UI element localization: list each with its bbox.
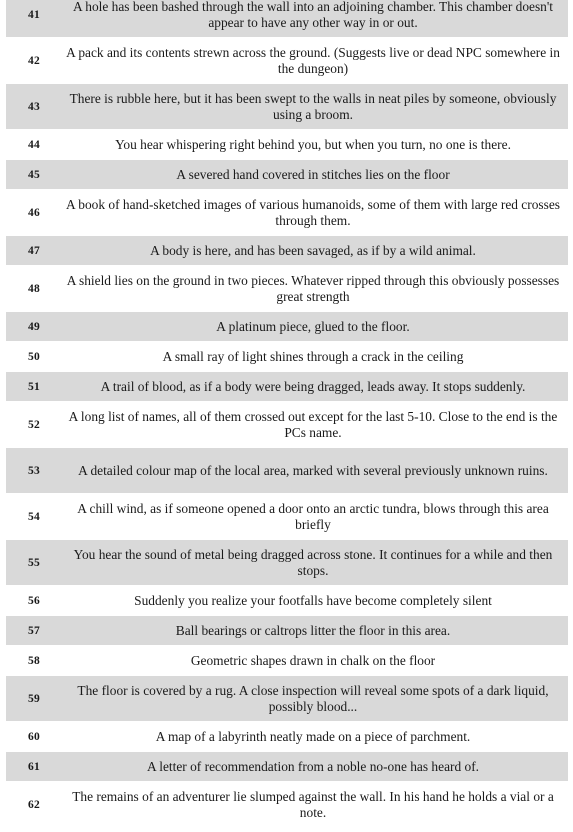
- table-row: [6, 494, 568, 540]
- table-row: [6, 540, 568, 586]
- row-number: 41: [28, 8, 40, 21]
- row-number: 44: [28, 138, 40, 151]
- row-description: A map of a labyrinth neatly made on a piece of parchment.: [155, 728, 471, 744]
- row-description: You hear the sound of metal being dragged across stone. It continues for a while and then stops.: [73, 546, 553, 578]
- row-description: A small ray of light shines through a crack in the ceiling: [162, 348, 464, 364]
- row-number: 48: [28, 282, 40, 295]
- row-description: A severed hand covered in stitches lies on the floor: [176, 166, 450, 182]
- row-number: 54: [28, 510, 40, 523]
- row-number: 42: [28, 54, 40, 67]
- row-description: A letter of recommendation from a noble no-one has heard of.: [146, 758, 480, 774]
- row-number: 55: [28, 556, 40, 569]
- table-row: [6, 190, 568, 236]
- row-description: Geometric shapes drawn in chalk on the floor: [190, 652, 436, 668]
- table-row: [6, 0, 568, 38]
- row-number: 61: [28, 760, 40, 773]
- table-row: [6, 236, 568, 266]
- row-description: A platinum piece, glued to the floor.: [216, 318, 410, 334]
- encounter-table: [6, 0, 568, 828]
- table-row: [6, 84, 568, 130]
- row-number: 50: [28, 350, 40, 363]
- table-row: [6, 782, 568, 828]
- table-row: [6, 646, 568, 676]
- row-description: The remains of an adventurer lie slumped against the wall. In his hand he holds a vial or a note.: [72, 788, 554, 820]
- row-description: Ball bearings or caltrops litter the floor in this area.: [175, 622, 451, 638]
- table-row: [6, 372, 568, 402]
- row-number: 51: [28, 380, 40, 393]
- row-number: 62: [28, 798, 40, 811]
- row-number: 52: [28, 418, 40, 431]
- row-number: 58: [28, 654, 40, 667]
- row-description: A book of hand-sketched images of various humanoids, some of them with large red crosses through them.: [66, 196, 560, 228]
- row-number: 45: [28, 168, 40, 181]
- table-row: [6, 160, 568, 190]
- row-description: A pack and its contents strewn across the ground. (Suggests live or dead NPC somewhere in the dungeon): [66, 44, 560, 76]
- row-number: 59: [28, 692, 40, 705]
- row-number: 53: [28, 464, 40, 477]
- table-row: [6, 448, 568, 494]
- row-number: 57: [28, 624, 40, 637]
- row-number: 43: [28, 100, 40, 113]
- table-row: [6, 676, 568, 722]
- row-description: A trail of blood, as if a body were being dragged, leads away. It stops suddenly.: [100, 378, 526, 394]
- row-description: A shield lies on the ground in two pieces. Whatever ripped through this obviously possesses great strength: [66, 272, 560, 304]
- table-row: [6, 586, 568, 616]
- table-row: [6, 402, 568, 448]
- table-row: [6, 312, 568, 342]
- row-description: Suddenly you realize your footfalls have become completely silent: [134, 592, 492, 608]
- table-row: [6, 342, 568, 372]
- table-row: [6, 266, 568, 312]
- row-description: A body is here, and has been savaged, as if by a wild animal.: [150, 242, 476, 258]
- row-description: You hear whispering right behind you, but when you turn, no one is there.: [115, 136, 511, 152]
- row-description: A chill wind, as if someone opened a door onto an arctic tundra, blows through this area briefly: [77, 500, 549, 532]
- table-row: [6, 38, 568, 84]
- table-row: [6, 722, 568, 752]
- row-number: 56: [28, 594, 40, 607]
- table-row: [6, 616, 568, 646]
- table-row: [6, 130, 568, 160]
- table-row: [6, 752, 568, 782]
- row-number: 49: [28, 320, 40, 333]
- row-description: A long list of names, all of them crossed out except for the last 5-10. Close to the end is the PCs name.: [68, 408, 558, 440]
- row-description: There is rubble here, but it has been swept to the walls in neat piles by someone, obviously using a broom.: [69, 90, 557, 122]
- row-number: 47: [28, 244, 40, 257]
- row-description: A hole has been bashed through the wall into an adjoining chamber. This chamber doesn't appear to have any other way in or out.: [72, 0, 554, 30]
- row-number: 60: [28, 730, 40, 743]
- row-description: A detailed colour map of the local area, marked with several previously unknown ruins.: [78, 462, 548, 478]
- row-description: The floor is covered by a rug. A close inspection will reveal some spots of a dark liquid, possibly blood...: [77, 682, 549, 714]
- row-number: 46: [28, 206, 40, 219]
